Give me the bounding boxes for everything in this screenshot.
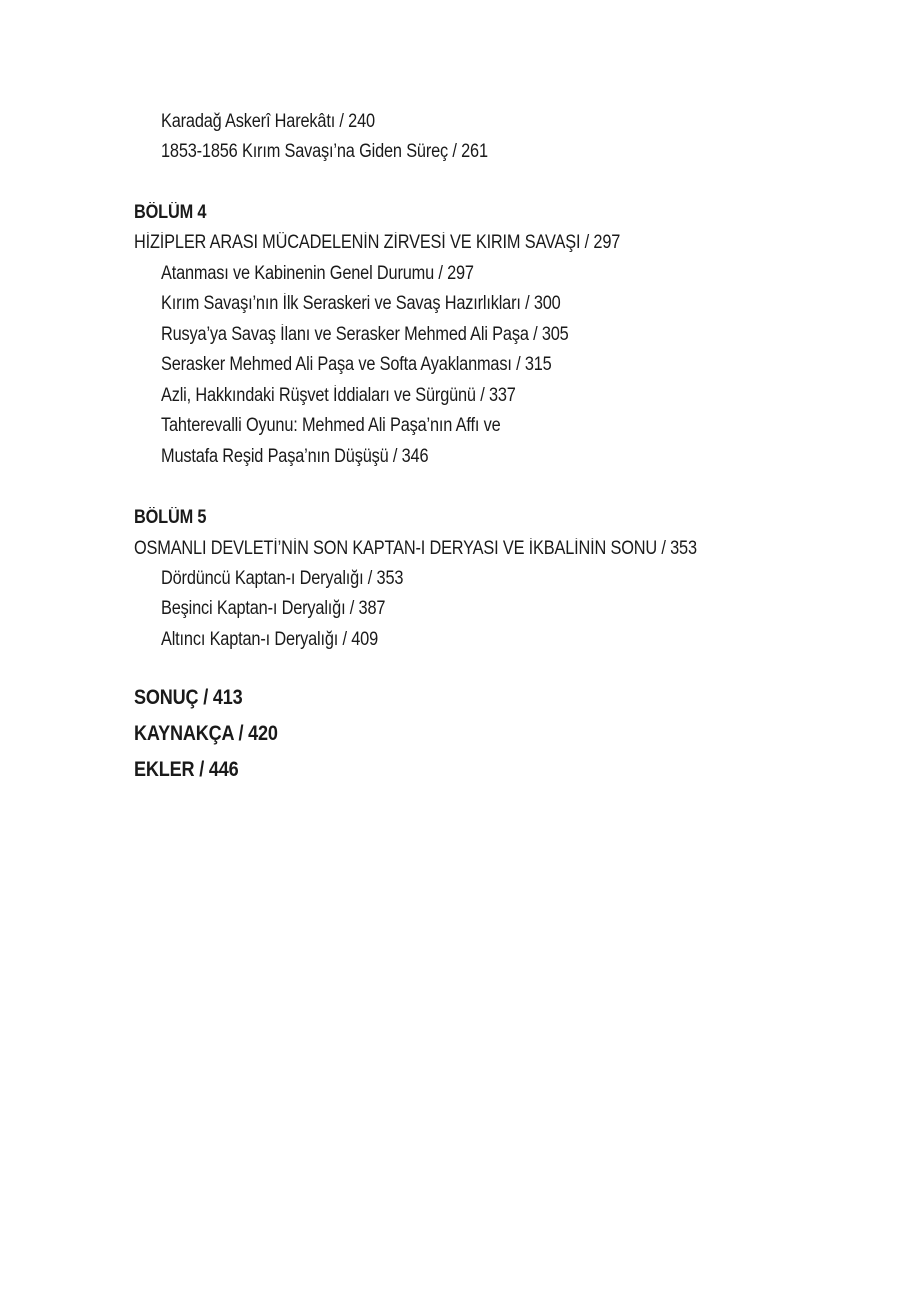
chapter-4-title: HİZİPLER ARASI MÜCADELENİN ZİRVESİ VE KIRIM SAVAŞI / 297 (134, 232, 621, 253)
toc-entry: 1853-1856 Kırım Savaşı’na Giden Süreç / 261 (161, 141, 488, 162)
toc-entry: Beşinci Kaptan-ı Deryalığı / 387 (161, 598, 386, 619)
toc-entry: Serasker Mehmed Ali Paşa ve Softa Ayaklanması / 315 (161, 354, 552, 375)
toc-bibliography: KAYNAKÇA / 420 (134, 722, 278, 745)
toc-entry: Tahterevalli Oyunu: Mehmed Ali Paşa’nın Affı ve (161, 415, 501, 436)
toc-entry: Mustafa Reşid Paşa’nın Düşüşü / 346 (161, 446, 429, 467)
toc-appendices: EKLER / 446 (134, 758, 239, 781)
chapter-5-title: OSMANLI DEVLETİ’NİN SON KAPTAN-I DERYASI VE İKBALİNİN SONU / 353 (134, 538, 697, 559)
toc-entry: Dördüncü Kaptan-ı Deryalığı / 353 (161, 568, 404, 589)
toc-entry: Karadağ Askerî Harekâtı / 240 (161, 111, 375, 132)
toc-entry: Rusya’ya Savaş İlanı ve Serasker Mehmed Ali Paşa / 305 (161, 324, 569, 345)
toc-entry: Altıncı Kaptan-ı Deryalığı / 409 (161, 629, 379, 650)
chapter-5-label: BÖLÜM 5 (134, 507, 207, 528)
toc-entry: Kırım Savaşı’nın İlk Seraskeri ve Savaş Hazırlıkları / 300 (161, 293, 561, 314)
toc-conclusion: SONUÇ / 413 (134, 686, 243, 709)
toc-entry: Azli, Hakkındaki Rüşvet İddiaları ve Sürgünü / 337 (161, 385, 516, 406)
toc-entry: Atanması ve Kabinenin Genel Durumu / 297 (161, 263, 474, 284)
chapter-4-label: BÖLÜM 4 (134, 202, 207, 223)
